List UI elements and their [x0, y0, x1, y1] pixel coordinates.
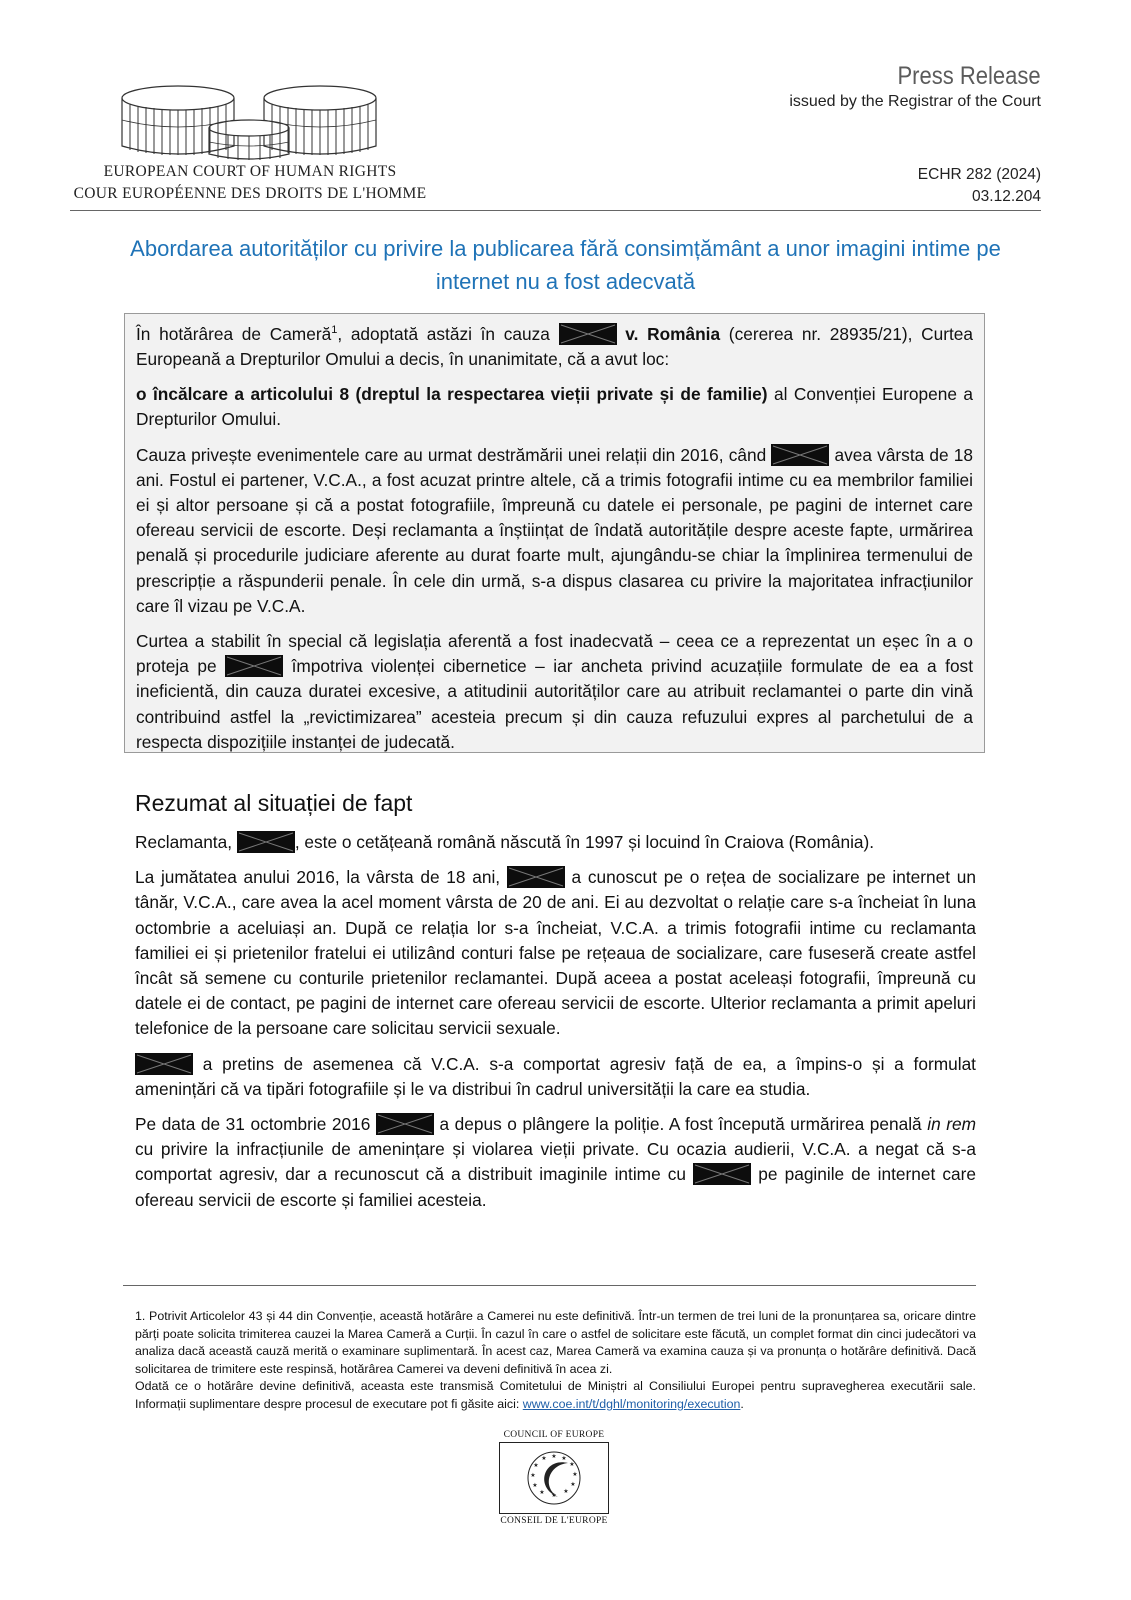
body-paragraph-1: Reclamanta, , este o cetățeană română născută în 1997 și locuind în Craiova (România). — [135, 832, 875, 852]
svg-text:★: ★ — [561, 1455, 567, 1462]
svg-text:★: ★ — [539, 1489, 545, 1496]
court-building-icon — [118, 80, 380, 160]
council-of-europe-logo — [497, 1430, 611, 1530]
svg-text:★: ★ — [532, 1482, 538, 1489]
svg-text:★: ★ — [533, 1462, 539, 1469]
svg-text:★: ★ — [551, 1492, 557, 1499]
page-title: Abordarea autorităților cu privire la publicarea fără consimțământ a unor imagini intime pe internet nu a fost adecvată — [130, 236, 1001, 294]
footnote-text-2: Odată ce o hotărâre devine definitivă, aceasta este transmisă Comitetului de Miniștri al Consiliului Europei pentru supravegherea executării sale. Informații suplimentare despre procesul de executare pot fi găsite aici: www.coe.int/t/dghl/monitoring/execution. — [135, 1379, 976, 1411]
redaction-box — [507, 866, 565, 888]
coe-label-en: COUNCIL OF EUROPE — [503, 1430, 605, 1440]
body-paragraph-3: a pretins de asemenea că V.C.A. s-a comportat agresiv față de ea, a împins-o și a formulat amenințări că va tipări fotografiile și le va distribui în cadrul universității la care ea studia. — [135, 1053, 976, 1099]
section-heading: Rezumat al situației de fapt — [135, 790, 413, 816]
coe-emblem-frame — [499, 1442, 609, 1514]
body-paragraph-2: La jumătatea anului 2016, la vârsta de 18 ani, a cunoscut pe o rețea de socializare pe internet un tânăr, V.C.A., care avea la acel moment vârsta de 20 de ani. Ei au dezvoltat o relație care s-a încheiat în luna octombrie a aceluiași an. După ce relația lor s-a încheiat, V.C.A. a trimis fotografii intime cu reclamanta familiei ei și prietenilor fratelui ei utilizând conturi false pe rețeaua de socializare, care fuseseră create astfel încât să semene cu conturile prietenilor reclamantei. După aceea a postat aceleași fotografii, împreună cu datele ei de contact, pe pagini de internet care ofereau servicii de escorte. Ulterior reclamanta a primit apeluri telefonice de la persoane care solicitau servicii sexuale. — [135, 867, 976, 1039]
summary-paragraph-4: Curtea a stabilit în special că legislația aferentă a fost inadecvată – ceea ce a reprezentat un eșec în a o proteja pe împotriva violenței cibernetice – iar ancheta privind acuzațiile formulate de ea a fost ineficientă, din cauza duratei excesive, a atitudinii autorităților care au atribuit reclamantei o parte din vină contribuind astfel la „revictimizarea” acesteia precum și din cauza refuzului expres al parchetului de a respecta dispozițiile instanței de judecată. — [136, 631, 973, 752]
coe-stars-icon — [500, 1443, 608, 1513]
redaction-box — [376, 1113, 434, 1135]
redaction-box — [225, 655, 283, 677]
footnote-divider — [123, 1285, 976, 1286]
press-release-title: Press Release — [897, 62, 1041, 90]
redaction-box — [559, 323, 617, 345]
header-divider — [70, 210, 1041, 211]
court-name-english: EUROPEAN COURT OF HUMAN RIGHTS — [103, 163, 397, 180]
svg-text:★: ★ — [569, 1461, 575, 1468]
svg-text:★: ★ — [572, 1471, 578, 1478]
redaction-box — [771, 444, 829, 466]
summary-paragraph-1: În hotărârea de Cameră$^1$, adoptată astăzi în cauza v. România (cererea nr. 28935/21), Curtea Europeană a Drepturilor Omului a decis, în unanimitate, că a avut loc: — [136, 323, 973, 369]
summary-box — [124, 313, 985, 753]
redaction-box — [135, 1053, 193, 1075]
summary-paragraph-2: o încălcare a articolului 8 (dreptul la respectarea vieții private și de familie) al Convenției Europene a Drepturilor Omului. — [136, 384, 973, 430]
svg-text:★: ★ — [563, 1488, 569, 1495]
footnote-text-1: 1. Potrivit Articolelor 43 și 44 din Convenție, această hotărâre a Camerei nu este definitivă. Într-un termen de trei luni de la pronunțarea sa, oricare dintre părți poate solicita trimiterea cauzei la Marea Cameră a Curții. În cazul în care o astfel de solicitare este făcută, un complet format din cinci judecători va analiza dacă această cauză merită o examinare suplimentară. În acest caz, Marea Cameră va examina cauza și va pronunța o hotărâre definitivă. Dacă solicitarea de trimitere este respinsă, hotărârea Camerei va deveni definitivă în acea zi. — [135, 1309, 976, 1376]
redaction-box — [693, 1163, 751, 1185]
reference-block — [918, 164, 1041, 208]
press-release-subtitle: issued by the Registrar of the Court — [789, 93, 1041, 110]
court-logo — [70, 70, 430, 205]
reference-number: ECHR 282 (2024) — [917, 166, 1041, 183]
svg-text:★: ★ — [570, 1481, 576, 1488]
court-name-french: COUR EUROPÉENNE DES DROITS DE L'HOMME — [73, 185, 427, 202]
body-paragraph-4: Pe data de 31 octombrie 2016 a depus o plângere la poliție. A fost începută urmărirea penală in rem cu privire la infracțiunile de amenințare și violarea vieții private. Cu ocazia audierii, V.C.A. a negat că s-a comportat agresiv, dar a recunoscut că a distribuit imaginile intime cu pe paginile de internet care ofereau servicii de escorte și familiei acesteia. — [135, 1114, 977, 1210]
summary-paragraph-3: Cauza privește evenimentele care au urmat destrămării unei relații din 2016, când avea vârsta de 18 ani. Fostul ei partener, V.C.A., a fost acuzat printre altele, că a trimis fotografii intime cu ea membrilor familiei ei și altor persoane și că a postat fotografiile, împreună cu datele ei personale, pe pagini de internet care ofereau servicii de escorte. Deși reclamanta a înștiințat de îndată autoritățile despre aceste fapte, urmărirea penală și procedurile judiciare aferente au durat foarte mult, ajungându-se chiar la împlinirea termenului de prescripție a răspunderii penale. În cele din urmă, s-a dispus clasarea cu privire la majoritatea infracțiunilor care îl vizau pe V.C.A. — [136, 444, 973, 616]
footnote-ref: 1 — [331, 324, 338, 336]
section-body — [135, 830, 976, 1223]
reference-date: 03.12.204 — [972, 188, 1041, 205]
svg-text:★: ★ — [530, 1472, 536, 1479]
coe-label-fr: CONSEIL DE L'EUROPE — [500, 1516, 608, 1526]
execution-link[interactable]: www.coe.int/t/dghl/monitoring/execution — [522, 1396, 741, 1411]
footnote — [135, 1308, 976, 1413]
svg-text:★: ★ — [541, 1455, 547, 1462]
redaction-box — [237, 831, 295, 853]
svg-text:★: ★ — [551, 1453, 557, 1460]
